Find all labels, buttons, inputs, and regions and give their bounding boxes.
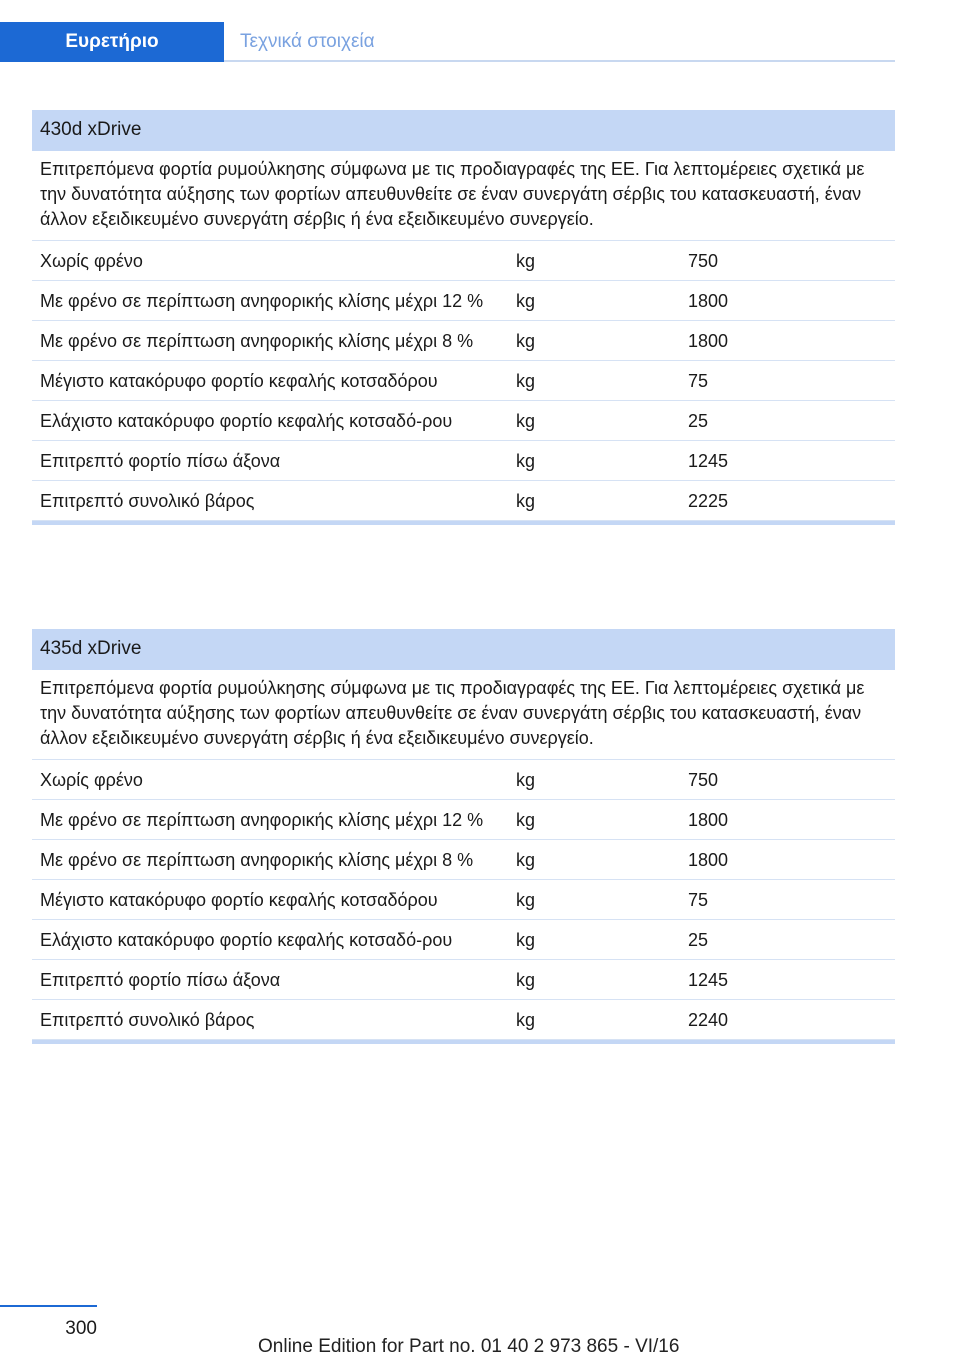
row-label: Επιτρεπτό φορτίο πίσω άξονα — [40, 451, 281, 471]
row-value: 25 — [688, 930, 709, 950]
row-unit: kg — [516, 371, 536, 391]
table-row — [32, 361, 895, 401]
row-label: Επιτρεπτό φορτίο πίσω άξονα — [40, 970, 281, 990]
table-row — [32, 840, 895, 880]
row-value: 25 — [688, 411, 709, 431]
page-number-rule — [0, 1305, 97, 1307]
row-value: 750 — [688, 251, 719, 271]
row-label: Επιτρεπτό συνολικό βάρος — [40, 1010, 255, 1030]
table-row — [32, 920, 895, 960]
table-row — [32, 960, 895, 1000]
row-label: Χωρίς φρένο — [40, 251, 143, 271]
table-row — [32, 481, 895, 521]
row-label: Με φρένο σε περίπτωση ανηφορικής κλίσης μέχρι 8 % — [40, 331, 474, 351]
row-unit: kg — [516, 291, 536, 311]
row-unit: kg — [516, 451, 536, 471]
table-row — [32, 760, 895, 800]
row-value: 1245 — [688, 970, 729, 990]
row-value: 75 — [688, 371, 709, 391]
towing-table-435d — [32, 629, 895, 1044]
row-value: 75 — [688, 890, 709, 910]
row-value: 1800 — [688, 810, 729, 830]
table-description: Επιτρεπόμενα φορτία ρυμούλκησης σύμφωνα με τις προδιαγραφές της ΕΕ. Για λεπτομέρειες σχετικά με την δυνατότητα αύξησης των φορτίων απευθυνθείτε σε έναν συνεργάτη σέρβις του κατασκευαστή, έναν άλλον εξειδικευμένο συνεργάτη σέρβις ή ένα εξειδικευμένο συνεργείο. — [32, 151, 895, 241]
row-label: Χωρίς φρένο — [40, 770, 143, 790]
row-unit: kg — [516, 770, 536, 790]
table-row — [32, 1000, 895, 1040]
row-label: Ελάχιστο κατακόρυφο φορτίο κεφαλής κοτσαδό-ρου — [40, 411, 453, 431]
table-row — [32, 321, 895, 361]
row-value: 1245 — [688, 451, 729, 471]
row-unit: kg — [516, 970, 536, 990]
table-end-bar — [32, 1040, 895, 1044]
row-label: Επιτρεπτό συνολικό βάρος — [40, 491, 255, 511]
table-description: Επιτρεπόμενα φορτία ρυμούλκησης σύμφωνα με τις προδιαγραφές της ΕΕ. Για λεπτομέρειες σχετικά με την δυνατότητα αύξησης των φορτίων απευθυνθείτε σε έναν συνεργάτη σέρβις του κατασκευαστή, έναν άλλον εξειδικευμένο συνεργάτη σέρβις ή ένα εξειδικευμένο συνεργείο. — [32, 670, 895, 760]
row-label: Με φρένο σε περίπτωση ανηφορικής κλίσης μέχρι 8 % — [40, 850, 474, 870]
row-unit: kg — [516, 850, 536, 870]
table-row — [32, 880, 895, 920]
page-number: 300 — [65, 1318, 97, 1339]
table-row — [32, 401, 895, 441]
row-unit: kg — [516, 491, 536, 511]
table-row — [32, 800, 895, 840]
table-title: 435d xDrive — [32, 629, 895, 670]
row-label: Μέγιστο κατακόρυφο φορτίο κεφαλής κοτσαδόρου — [40, 371, 438, 391]
row-label: Μέγιστο κατακόρυφο φορτίο κεφαλής κοτσαδόρου — [40, 890, 438, 910]
top-nav — [0, 22, 895, 62]
row-value: 750 — [688, 770, 719, 790]
table-row — [32, 281, 895, 321]
row-value: 2240 — [688, 1010, 729, 1030]
row-value: 1800 — [688, 850, 729, 870]
row-unit: kg — [516, 890, 536, 910]
row-value: 1800 — [688, 291, 729, 311]
row-unit: kg — [516, 930, 536, 950]
row-unit: kg — [516, 251, 536, 271]
towing-table-430d — [32, 110, 895, 525]
row-unit: kg — [516, 411, 536, 431]
edition-footer: Online Edition for Part no. 01 40 2 973 865 - VI/16 — [258, 1336, 680, 1357]
row-unit: kg — [516, 331, 536, 351]
tab-technical-data[interactable]: Τεχνικά στοιχεία — [240, 31, 375, 52]
tab-index[interactable]: Ευρετήριο — [0, 22, 224, 62]
nav-divider — [224, 60, 895, 62]
row-label: Με φρένο σε περίπτωση ανηφορικής κλίσης μέχρι 12 % — [40, 291, 484, 311]
row-unit: kg — [516, 810, 536, 830]
row-label: Με φρένο σε περίπτωση ανηφορικής κλίσης μέχρι 12 % — [40, 810, 484, 830]
table-row — [32, 241, 895, 281]
row-unit: kg — [516, 1010, 536, 1030]
table-row — [32, 441, 895, 481]
row-value: 1800 — [688, 331, 729, 351]
table-end-bar — [32, 521, 895, 525]
row-label: Ελάχιστο κατακόρυφο φορτίο κεφαλής κοτσαδό-ρου — [40, 930, 453, 950]
table-title: 430d xDrive — [32, 110, 895, 151]
row-value: 2225 — [688, 491, 729, 511]
